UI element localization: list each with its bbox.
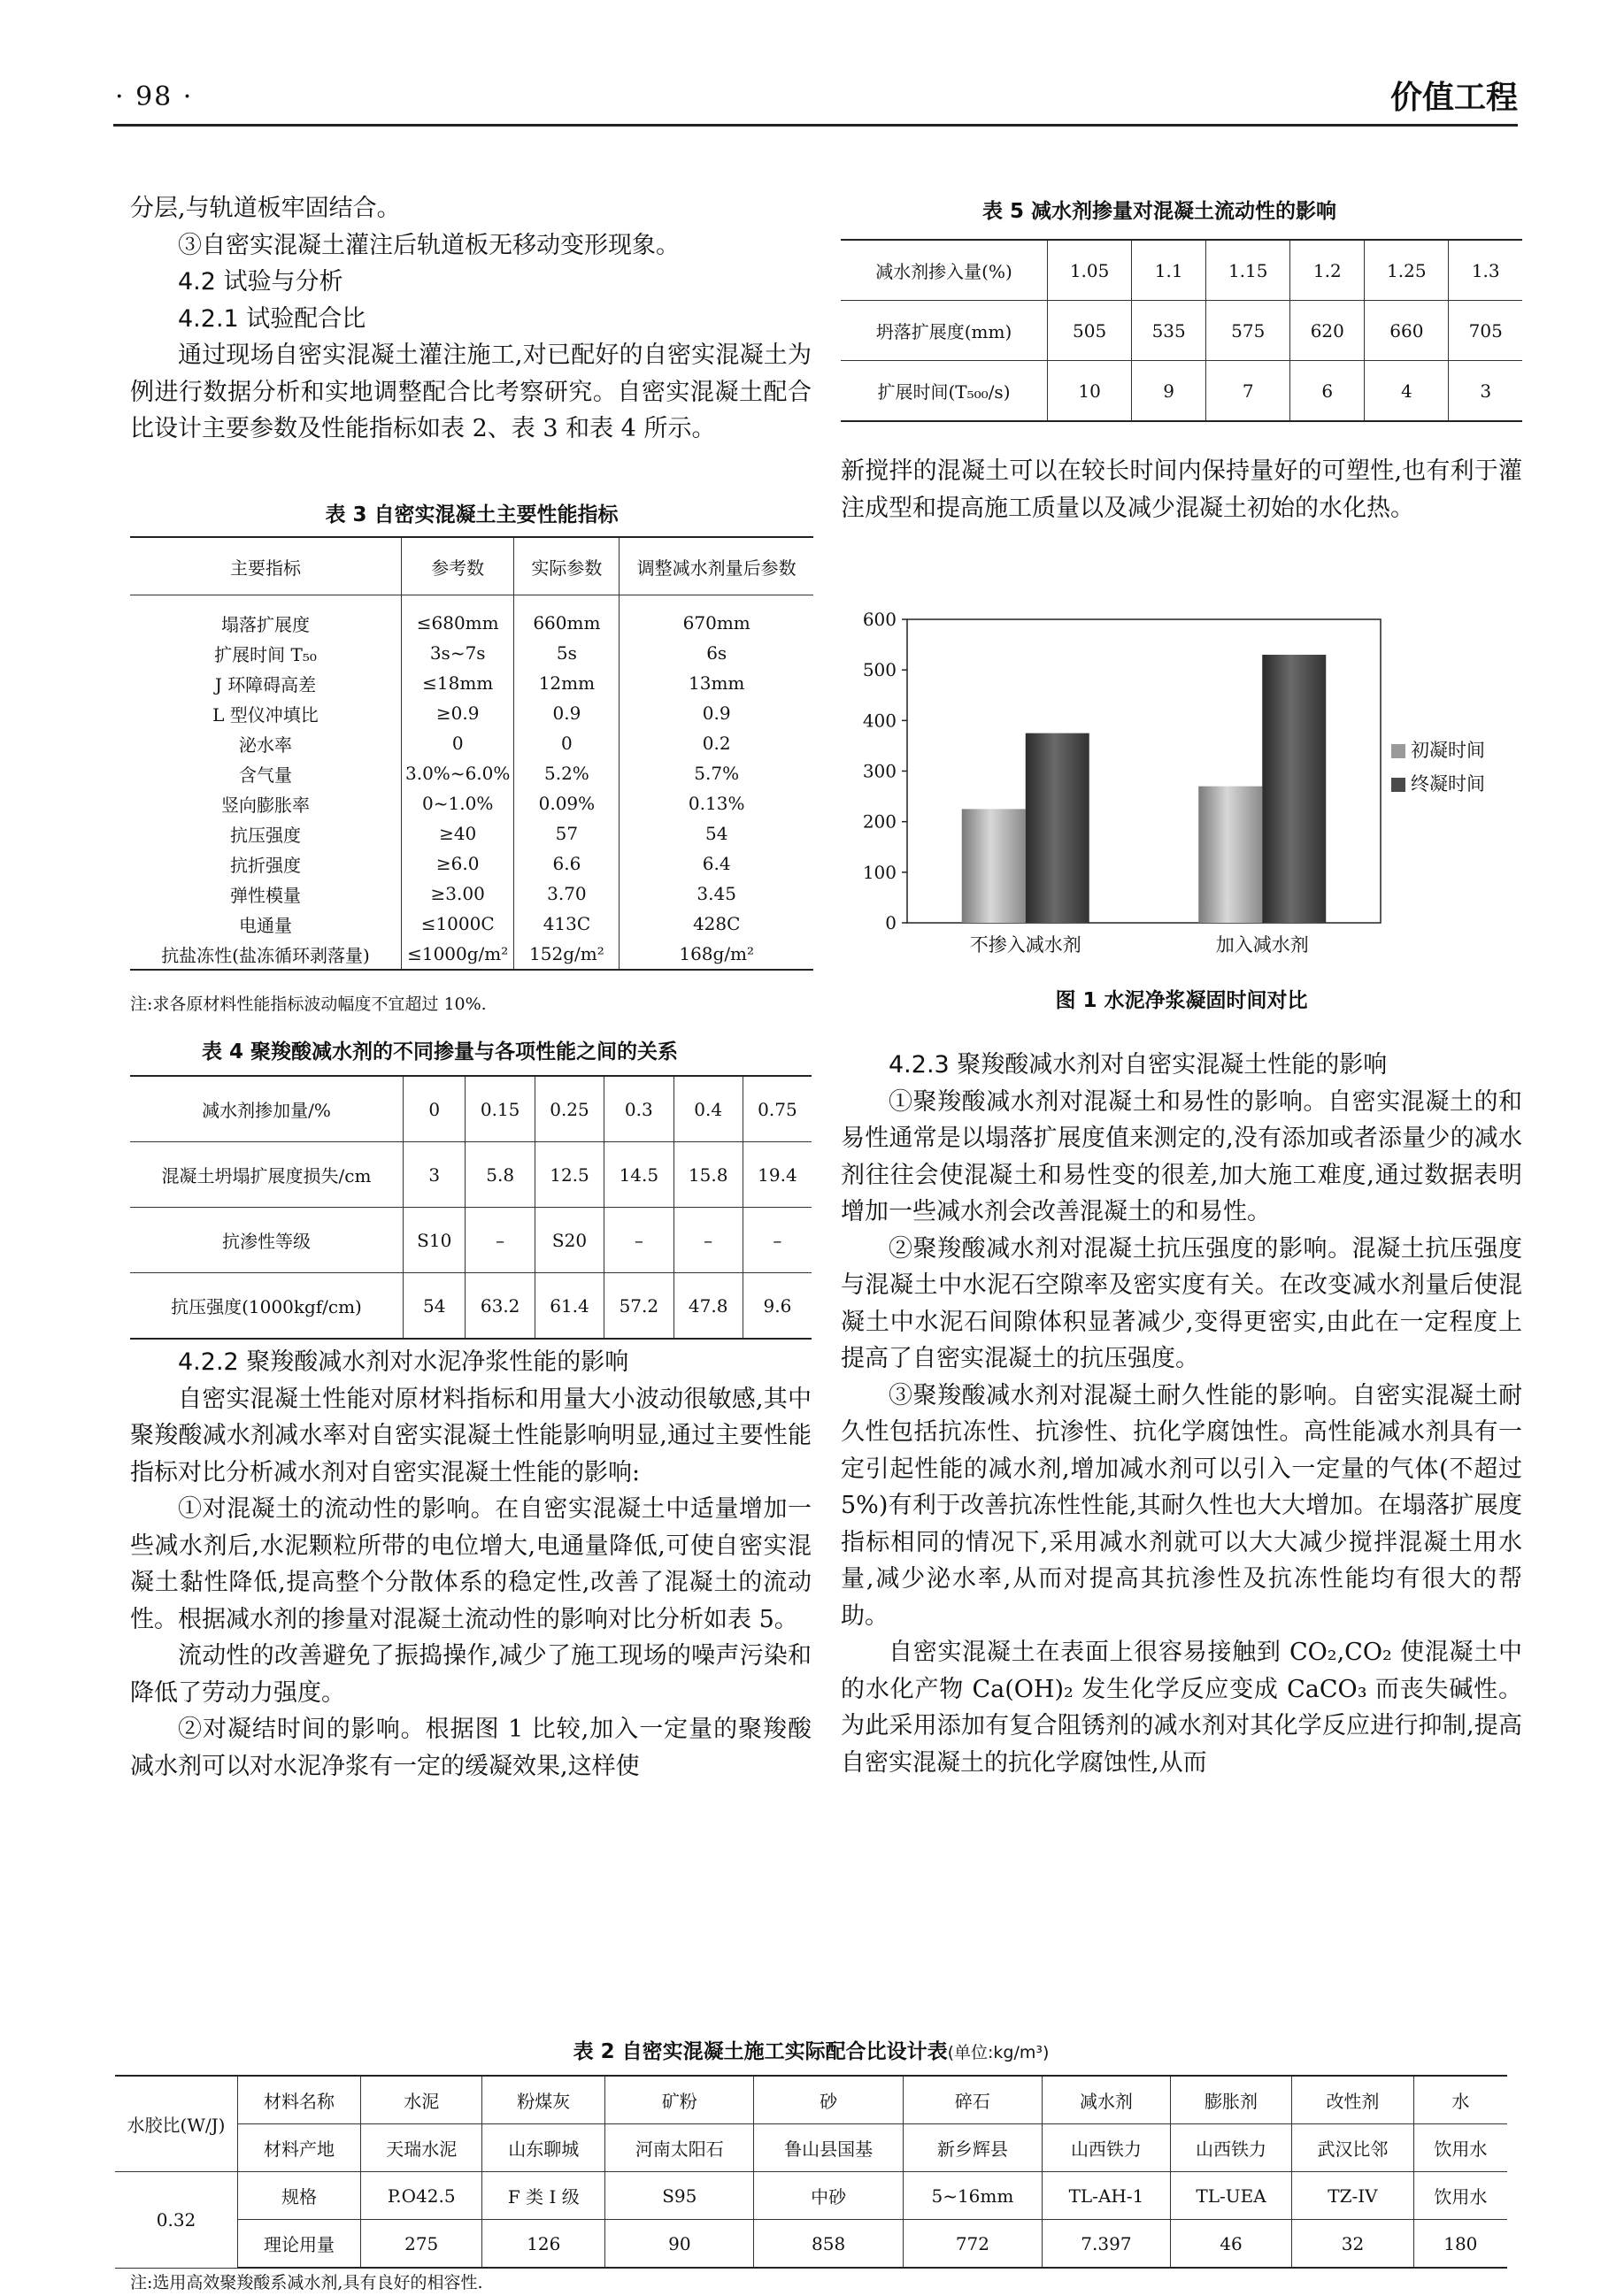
table-cell: 660 xyxy=(1365,301,1449,361)
table-cell: S20 xyxy=(535,1208,604,1273)
table3-caption: 表 3 自密实混凝土主要性能指标 xyxy=(325,503,619,526)
section-heading: 4.2.1 试验配合比 xyxy=(178,304,366,333)
table-header: 实际参数 xyxy=(514,537,620,595)
table-cell: S10 xyxy=(404,1208,466,1273)
table-cell: 0.09% xyxy=(514,788,620,818)
table-cell: ≤1000g/m² xyxy=(402,939,514,970)
table-cell: 575 xyxy=(1206,301,1290,361)
table-cell: 水胶比(W/J) xyxy=(115,2076,238,2172)
table-cell: 含气量 xyxy=(239,764,292,786)
bar-initial-set xyxy=(962,809,1026,923)
table-cell: 粉煤灰 xyxy=(482,2076,605,2124)
table3-note: 注:求各原材料性能指标波动幅度不宜超过 10%. xyxy=(130,994,487,1014)
legend-swatch xyxy=(1391,744,1405,758)
table-cell: 新乡辉县 xyxy=(903,2124,1042,2172)
table-row xyxy=(115,2124,1507,2172)
right-column-lower xyxy=(841,1047,1522,1781)
table5-caption: 表 5 减水剂掺量对混凝土流动性的影响 xyxy=(981,200,1337,223)
table-row xyxy=(130,909,813,939)
table-cell: 3.0%~6.0% xyxy=(402,758,514,788)
table-cell: 705 xyxy=(1449,301,1522,361)
table4-caption: 表 4 聚羧酸减水剂的不同掺量与各项性能之间的关系 xyxy=(201,1040,679,1064)
table-cell: 山西铁力 xyxy=(1170,2124,1291,2172)
table-cell: 3.45 xyxy=(620,879,813,909)
y-tick-label: 0 xyxy=(885,912,897,933)
table-cell: 鲁山县国基 xyxy=(754,2124,903,2172)
table-cell: 抗折强度 xyxy=(230,854,301,876)
table-cell: 0~1.0% xyxy=(402,788,514,818)
table-cell: 6.4 xyxy=(620,849,813,879)
table-row xyxy=(115,2172,1507,2220)
table-cell: ≥40 xyxy=(402,818,514,849)
y-tick-label: 300 xyxy=(862,760,897,782)
paragraph: 通过现场自密实混凝土灌注施工,对已配好的自密实混凝土为例进行数据分析和实地调整配合比考察研究。自密实混凝土配合比设计主要参数及性能指标如表 2、表 3 和表 4 所示。 xyxy=(130,342,812,442)
table-row xyxy=(130,1208,812,1273)
table-cell: 0 xyxy=(514,728,620,758)
table-cell: 54 xyxy=(620,818,813,849)
paragraph: 分层,与轨道板牢固结合。 xyxy=(130,195,401,222)
table4 xyxy=(130,1075,812,1340)
table-cell: 塌落扩展度 xyxy=(221,613,310,635)
table-header: 调整减水剂量后参数 xyxy=(620,537,813,595)
table-cell: 152g/m² xyxy=(514,939,620,970)
table-cell: 57.2 xyxy=(604,1273,673,1340)
table-cell: 中砂 xyxy=(754,2172,903,2220)
table-cell: 0.9 xyxy=(514,698,620,728)
bar-final-set xyxy=(1026,733,1089,923)
table2-title: 表 2 自密实混凝土施工实际配合比设计表 xyxy=(573,2040,948,2063)
table-cell: 抗压强度 xyxy=(230,824,301,846)
paragraph: ②对凝结时间的影响。根据图 1 比较,加入一定量的聚羧酸减水剂可以对水泥净浆有一定的缓凝效果,这样使 xyxy=(130,1716,812,1780)
table-cell: 660mm xyxy=(514,595,620,639)
table-cell: 饮用水 xyxy=(1413,2172,1507,2220)
table-cell: 武汉比邻 xyxy=(1292,2124,1413,2172)
table-cell: ≤1000C xyxy=(402,909,514,939)
table-cell: 0.32 xyxy=(115,2172,238,2269)
table2-caption xyxy=(115,2035,1507,2064)
table-cell: 0.13% xyxy=(620,788,813,818)
table-cell: ≤18mm xyxy=(402,668,514,698)
table-cell: 6 xyxy=(1290,361,1365,422)
table-cell: 1.2 xyxy=(1290,240,1365,301)
paragraph: 自密实混凝土性能对原材料指标和用量大小波动很敏感,其中聚羧酸减水剂减水率对自密实混凝土性能影响明显,通过主要性能指标对比分析减水剂对自密实混凝土性能的影响: xyxy=(130,1385,812,1486)
table-row xyxy=(130,1076,812,1142)
paragraph: ③聚羧酸减水剂对混凝土耐久性能的影响。自密实混凝土耐久性包括抗冻性、抗渗性、抗化学腐蚀性。高性能减水剂具有一定引起性能的减水剂,增加减水剂可以引入一定量的气体(不超过 5%)有利于改善抗冻性性能,其耐久性也大大增加。在塌落扩展度指标相同的情况下,采用减水剂就可以大大减少搅拌混凝土用水量,减少泌水率,从而对提高其抗渗性及抗冻性能均有很大的帮助。 xyxy=(841,1381,1522,1630)
table-cell: 14.5 xyxy=(604,1142,673,1208)
table-cell: 57 xyxy=(514,818,620,849)
table-cell: 砂 xyxy=(754,2076,903,2124)
paragraph: ①对混凝土的流动性的影响。在自密实混凝土中适量增加一些减水剂后,水泥颗粒所带的电位增大,电通量降低,可使自密实混凝土黏性降低,提高整个分散体系的稳定性,改善了混凝土的流动性。根据减水剂的掺量对混凝土流动性的影响对比分析如表 5。 xyxy=(130,1495,812,1633)
table-cell: 混凝土坍塌扩展度损失/cm xyxy=(130,1142,404,1208)
table-cell: 0.2 xyxy=(620,728,813,758)
table-cell: 9.6 xyxy=(743,1273,812,1340)
table-cell: 坍落扩展度(mm) xyxy=(841,301,1048,361)
table-row xyxy=(130,849,813,879)
paragraph: 新搅拌的混凝土可以在较长时间内保持量好的可塑性,也有利于灌注成型和提高施工质量以及减少混凝土初始的水化热。 xyxy=(841,457,1522,522)
table-cell: 水泥 xyxy=(361,2076,482,2124)
table-cell: 1.25 xyxy=(1365,240,1449,301)
y-tick-label: 500 xyxy=(862,659,897,681)
table-cell: 1.3 xyxy=(1449,240,1522,301)
figure1-chart xyxy=(850,602,1522,973)
table-cell: 1.05 xyxy=(1048,240,1132,301)
table-row xyxy=(130,939,813,970)
table-cell: TL-UEA xyxy=(1170,2172,1291,2220)
table-cell: 改性剂 xyxy=(1292,2076,1413,2124)
table-cell: 10 xyxy=(1048,361,1132,422)
table-cell: 0.9 xyxy=(620,698,813,728)
legend-label: 终凝时间 xyxy=(1411,773,1485,795)
table-cell: 抗渗性等级 xyxy=(130,1208,404,1273)
table-cell: 3s~7s xyxy=(402,638,514,668)
table-row xyxy=(841,361,1522,422)
table-cell: 13mm xyxy=(620,668,813,698)
table-cell: 5.8 xyxy=(466,1142,535,1208)
table-cell: 46 xyxy=(1170,2220,1291,2269)
paragraph: ①聚羧酸减水剂对混凝土和易性的影响。自密实混凝土的和易性通常是以塌落扩展度值来测定的,没有添加或者添量少的减水剂往往会使混凝土和易性变的很差,加大施工难度,通过数据表明增加一些减水剂会改善混凝土的和易性。 xyxy=(841,1087,1522,1225)
table-cell: 670mm xyxy=(620,595,813,639)
table-cell: 9 xyxy=(1132,361,1206,422)
table-cell: 0.4 xyxy=(673,1076,743,1142)
left-column-lower xyxy=(130,1344,812,1785)
table-cell: 竖向膨胀率 xyxy=(221,794,310,816)
y-tick-label: 600 xyxy=(862,609,897,630)
table-cell: 扩展时间(T₅₀₀/s) xyxy=(841,361,1048,422)
journal-title: 价值工程 xyxy=(1389,80,1518,116)
table-row xyxy=(115,2076,1507,2124)
paragraph: ③自密实混凝土灌注后轨道板无移动变形现象。 xyxy=(178,231,680,259)
table-cell: 减水剂掺加量/% xyxy=(130,1076,404,1142)
table-cell: 减水剂掺入量(%) xyxy=(841,240,1048,301)
table-row xyxy=(130,595,813,639)
paragraph: 流动性的改善避免了振捣操作,减少了施工现场的噪声污染和降低了劳动力强度。 xyxy=(130,1642,812,1707)
table-cell: 772 xyxy=(903,2220,1042,2269)
y-tick-label: 100 xyxy=(862,861,897,883)
table-cell: 扩展时间 T₅₀ xyxy=(214,643,317,665)
legend-label: 初凝时间 xyxy=(1411,740,1485,761)
table-cell: 63.2 xyxy=(466,1273,535,1340)
table-row xyxy=(130,818,813,849)
table-cell: 水 xyxy=(1413,2076,1507,2124)
table-cell: 858 xyxy=(754,2220,903,2269)
section-heading: 4.2.2 聚羧酸减水剂对水泥净浆性能的影响 xyxy=(178,1348,629,1376)
table-header: 主要指标 xyxy=(130,537,402,595)
table-cell: ≥6.0 xyxy=(402,849,514,879)
table-cell: 0.25 xyxy=(535,1076,604,1142)
table-row xyxy=(130,668,813,698)
table-cell: 54 xyxy=(404,1273,466,1340)
table2 xyxy=(115,2075,1507,2269)
table-cell: 90 xyxy=(605,2220,754,2269)
table-row xyxy=(130,1142,812,1208)
table-cell: 126 xyxy=(482,2220,605,2269)
table-row xyxy=(130,1273,812,1340)
table-row xyxy=(130,758,813,788)
table-row xyxy=(115,2220,1507,2269)
table-cell: J 环障碍高差 xyxy=(214,673,317,695)
table-row xyxy=(130,638,813,668)
table-cell: 材料名称 xyxy=(238,2076,361,2124)
y-tick-label: 400 xyxy=(862,710,897,732)
left-column xyxy=(130,190,812,448)
table-cell: 0.15 xyxy=(466,1076,535,1142)
legend-swatch xyxy=(1391,778,1405,792)
table-cell: F 类 I 级 xyxy=(482,2172,605,2220)
page-number: · 98 · xyxy=(115,81,194,112)
table-cell: 规格 xyxy=(238,2172,361,2220)
table-cell: 3 xyxy=(1449,361,1522,422)
table-cell: ≤680mm xyxy=(402,595,514,639)
table-cell: 5.2% xyxy=(514,758,620,788)
table-cell: ≥0.9 xyxy=(402,698,514,728)
table-cell: – xyxy=(673,1208,743,1273)
table-cell: 碎石 xyxy=(903,2076,1042,2124)
table-cell: 12mm xyxy=(514,668,620,698)
table-cell: TZ-IV xyxy=(1292,2172,1413,2220)
table-cell: 32 xyxy=(1292,2220,1413,2269)
table-cell: 275 xyxy=(361,2220,482,2269)
table-cell: 535 xyxy=(1132,301,1206,361)
table-cell: 6s xyxy=(620,638,813,668)
table-cell: – xyxy=(466,1208,535,1273)
table-cell: 19.4 xyxy=(743,1142,812,1208)
table-cell: 泌水率 xyxy=(239,733,292,756)
table-cell: 6.6 xyxy=(514,849,620,879)
table-cell: 7.397 xyxy=(1043,2220,1171,2269)
table-cell: 4 xyxy=(1365,361,1449,422)
table-row xyxy=(841,240,1522,301)
table-cell: P.O42.5 xyxy=(361,2172,482,2220)
table-cell: 1.15 xyxy=(1206,240,1290,301)
table-cell: 理论用量 xyxy=(238,2220,361,2269)
x-category-label: 加入减水剂 xyxy=(1215,934,1309,956)
header-rule xyxy=(113,124,1518,127)
table-cell: 5.7% xyxy=(620,758,813,788)
table-cell: 电通量 xyxy=(239,914,292,936)
y-tick-label: 200 xyxy=(862,810,897,833)
bar-initial-set xyxy=(1198,787,1262,923)
table-cell: 材料产地 xyxy=(238,2124,361,2172)
table-cell: 5~16mm xyxy=(903,2172,1042,2220)
table-cell: 天瑞水泥 xyxy=(361,2124,482,2172)
section-heading: 4.2 试验与分析 xyxy=(178,268,343,296)
table-header: 参考数 xyxy=(402,537,514,595)
table5 xyxy=(841,239,1522,422)
table-cell: 山西铁力 xyxy=(1043,2124,1171,2172)
table-cell: 61.4 xyxy=(535,1273,604,1340)
table-cell: 饮用水 xyxy=(1413,2124,1507,2172)
table-cell: 0 xyxy=(402,728,514,758)
table-cell: 428C xyxy=(620,909,813,939)
table-cell: 抗压强度(1000kgf/cm) xyxy=(130,1273,404,1340)
paragraph: ②聚羧酸减水剂对混凝土抗压强度的影响。混凝土抗压强度与混凝土中水泥石空隙率及密实度有关。在改变减水剂量后使混凝土中水泥石间隙体积显著减少,变得更密实,由此在一定程度上提高了自密实混凝土的抗压强度。 xyxy=(841,1234,1522,1372)
table-cell: 15.8 xyxy=(673,1142,743,1208)
table-cell: 弹性模量 xyxy=(230,884,301,906)
table-cell: 47.8 xyxy=(673,1273,743,1340)
bar-chart xyxy=(850,602,1522,973)
table-cell: 膨胀剂 xyxy=(1170,2076,1291,2124)
table-cell: 0.75 xyxy=(743,1076,812,1142)
table-cell: S95 xyxy=(605,2172,754,2220)
right-column-top xyxy=(841,453,1522,526)
table-cell: 413C xyxy=(514,909,620,939)
table-row xyxy=(130,698,813,728)
table-cell: 抗盐冻性(盐冻循环剥落量) xyxy=(161,944,370,966)
table-cell: 180 xyxy=(1413,2220,1507,2269)
table-cell: 矿粉 xyxy=(605,2076,754,2124)
table-cell: 0.3 xyxy=(604,1076,673,1142)
table2-note: 注:选用高效聚羧酸系减水剂,具有良好的相容性. xyxy=(130,2273,483,2292)
table-cell: TL-AH-1 xyxy=(1043,2172,1171,2220)
paragraph: 自密实混凝土在表面上很容易接触到 CO₂,CO₂ 使混凝土中的水化产物 Ca(OH)₂ 发生化学反应变成 CaCO₃ 而丧失碱性。为此采用添加有复合阻锈剂的减水剂对其化学反应进行抑制,提高自密实混凝土的抗化学腐蚀性,从而 xyxy=(841,1639,1522,1777)
table-cell: L 型仪冲填比 xyxy=(212,703,319,726)
table-row xyxy=(841,301,1522,361)
table-cell: 山东聊城 xyxy=(482,2124,605,2172)
table-cell: 620 xyxy=(1290,301,1365,361)
table-row xyxy=(130,728,813,758)
table-cell: – xyxy=(743,1208,812,1273)
table-cell: 3 xyxy=(404,1142,466,1208)
table-cell: 河南太阳石 xyxy=(605,2124,754,2172)
section-heading: 4.2.3 聚羧酸减水剂对自密实混凝土性能的影响 xyxy=(889,1051,1388,1079)
table-cell: 1.1 xyxy=(1132,240,1206,301)
table2-unit: (单位:kg/m³) xyxy=(947,2043,1050,2062)
table-cell: 12.5 xyxy=(535,1142,604,1208)
figure1-caption: 图 1 水泥净浆凝固时间对比 xyxy=(1055,989,1308,1012)
table-cell: 7 xyxy=(1206,361,1290,422)
table3 xyxy=(130,536,813,971)
table-row xyxy=(130,788,813,818)
table-cell: 3.70 xyxy=(514,879,620,909)
table-row xyxy=(130,879,813,909)
table-cell: ≥3.00 xyxy=(402,879,514,909)
table-cell: 168g/m² xyxy=(620,939,813,970)
table-cell: 0 xyxy=(404,1076,466,1142)
table-cell: 505 xyxy=(1048,301,1132,361)
table-cell: – xyxy=(604,1208,673,1273)
x-category-label: 不掺入减水剂 xyxy=(969,934,1081,956)
table-cell: 5s xyxy=(514,638,620,668)
table-cell: 减水剂 xyxy=(1043,2076,1171,2124)
bar-final-set xyxy=(1262,655,1326,923)
